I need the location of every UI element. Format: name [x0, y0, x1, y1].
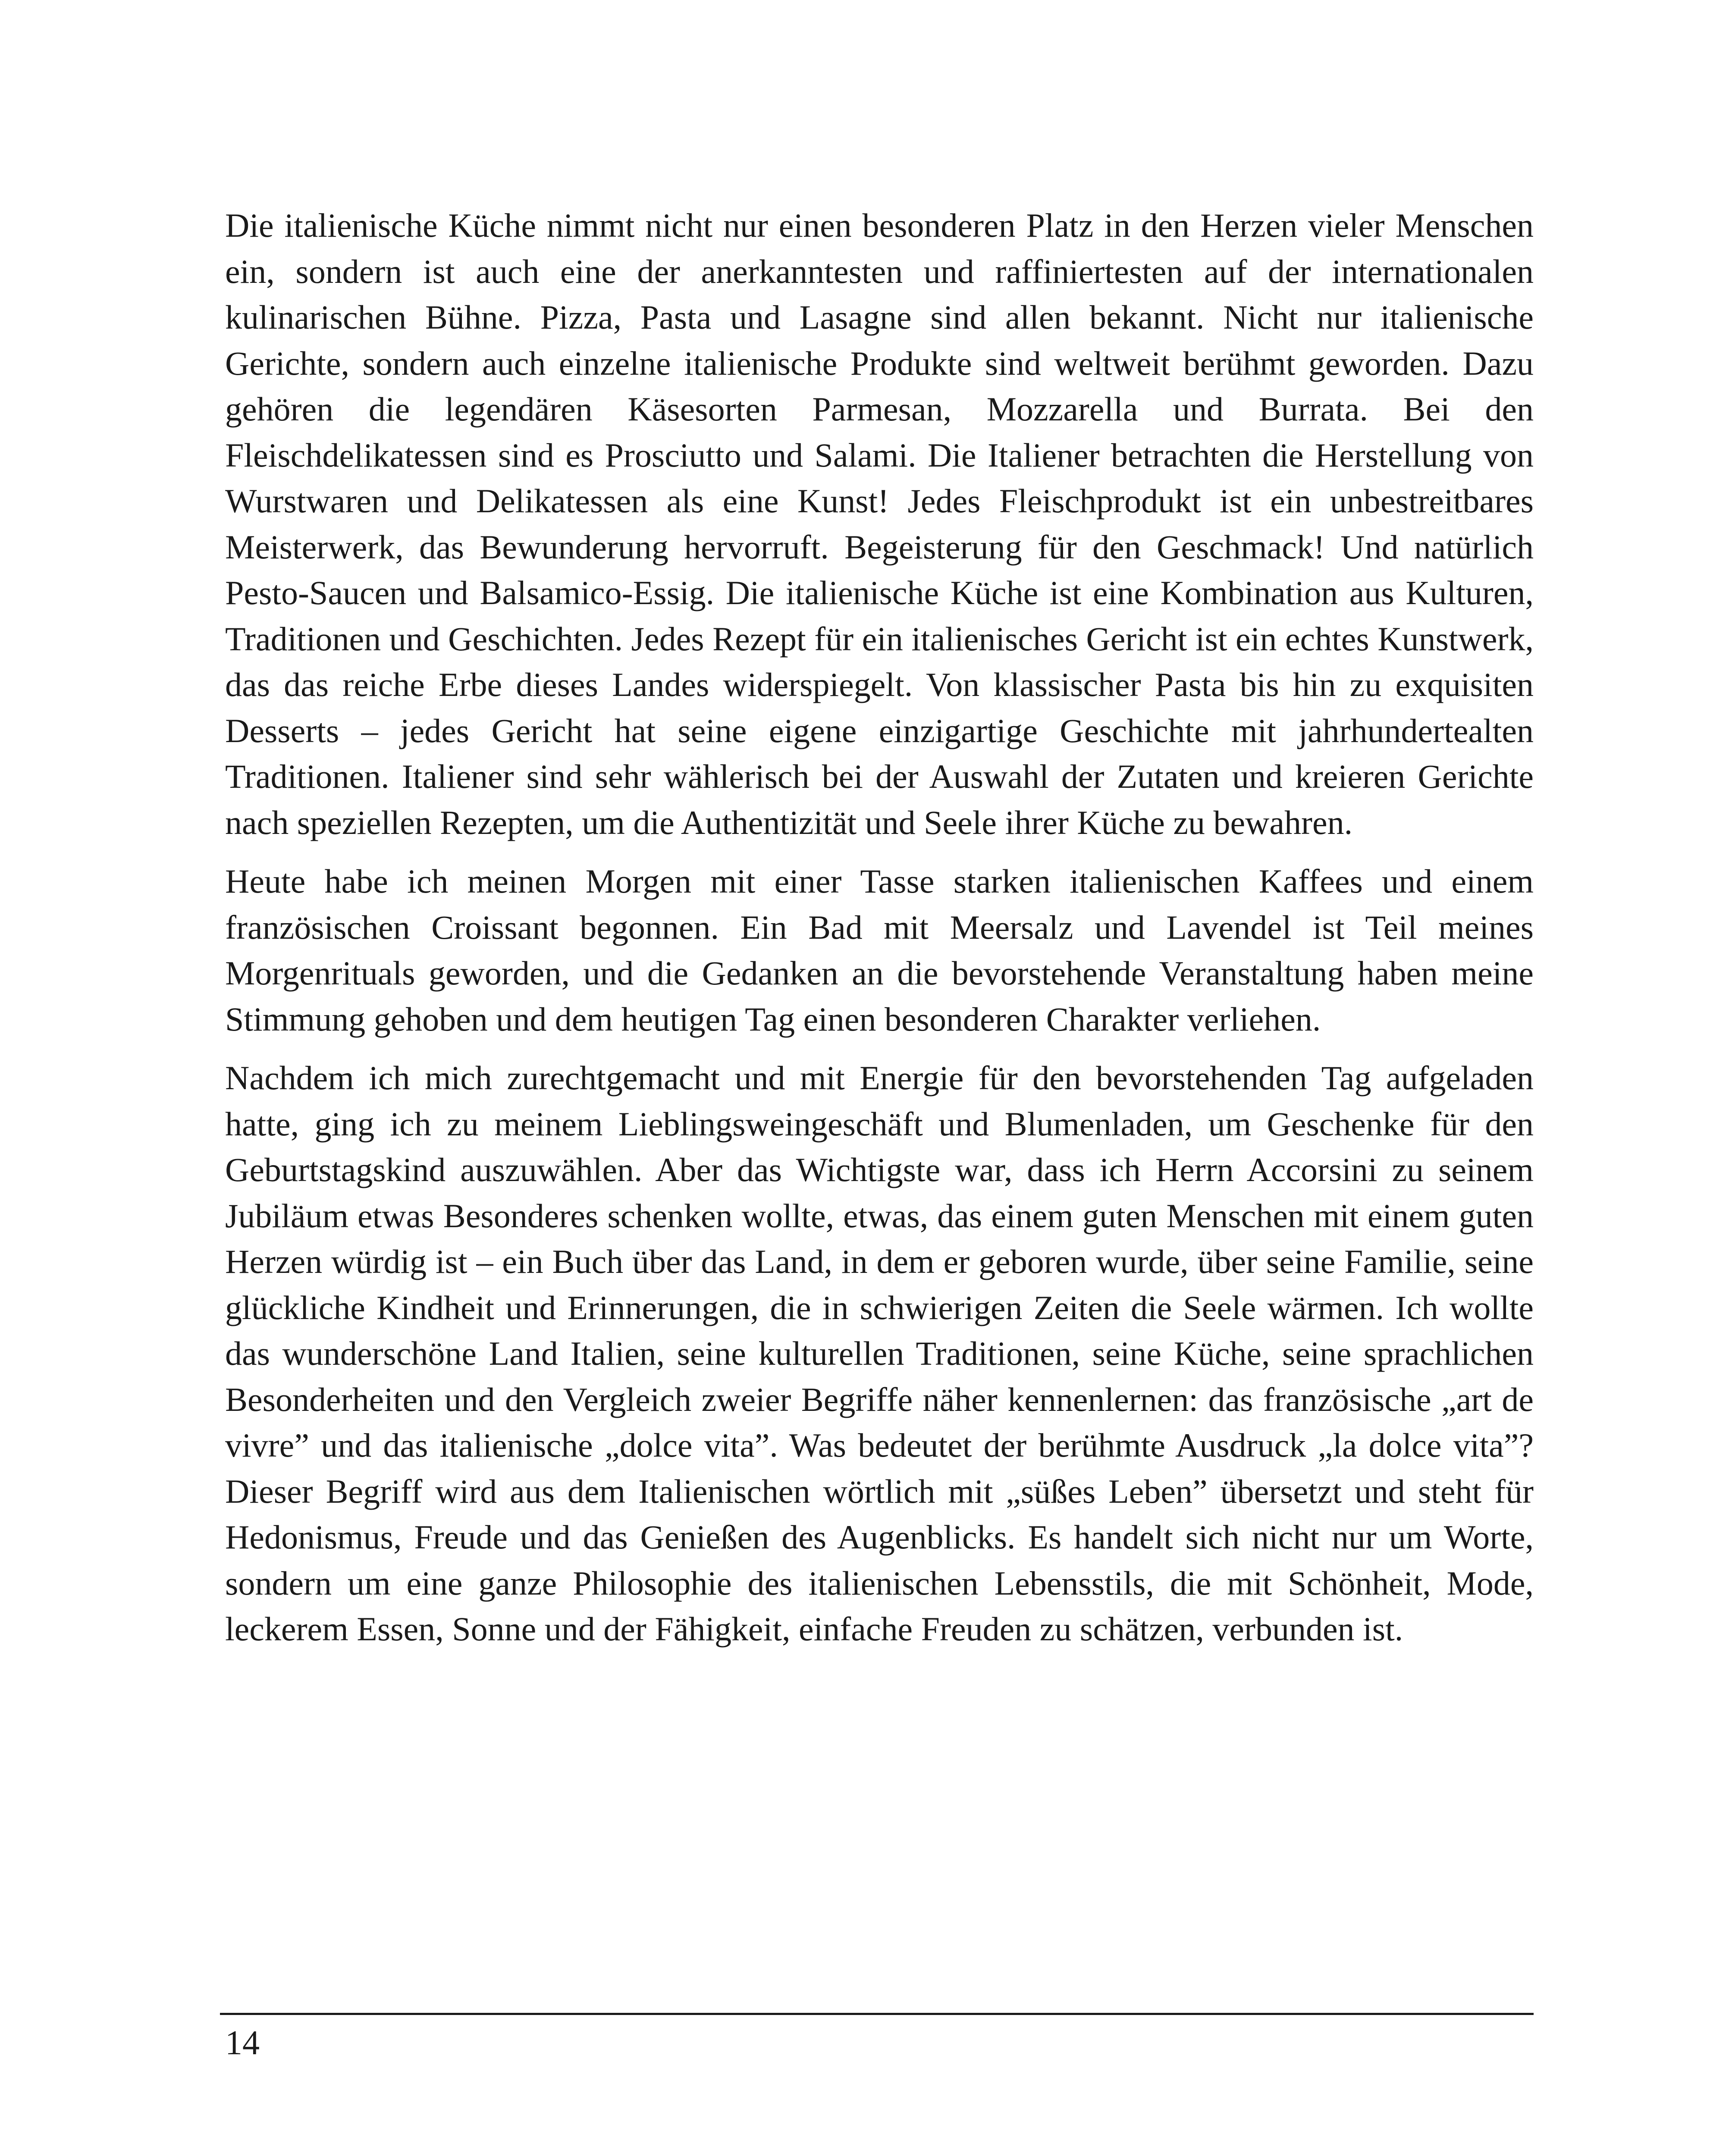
- body-text: [225, 203, 1534, 1652]
- footer-divider: [220, 2013, 1534, 2015]
- paragraph-dolce-vita: Nachdem ich mich zurechtgemacht und mit Energie für den bevorstehenden Tag aufgeladen hatte, ging ich zu meinem Lieblingsweingeschäft und Blumenladen, um Geschenke für den Geburtstagskind auszuwählen. Aber das Wichtigste war, dass ich Herrn Accorsini zu seinem Jubiläum etwas Besonderes schenken wollte, etwas, das einem guten Menschen mit einem guten Herzen würdig ist – ein Buch über das Land, in dem er geboren wurde, über seine Familie, seine glückliche Kindheit und Erinnerungen, die in schwierigen Zeiten die Seele wärmen. Ich wollte das wunderschöne Land Italien, seine kulturellen Traditionen, seine Küche, seine sprachlichen Besonderheiten und den Vergleich zweier Begriffe näher kennenlernen: das französische „art de vivre” und das italienische „dolce vita”. Was bedeutet der berühmte Ausdruck „la dolce vita”? Dieser Begriff wird aus dem Italienischen wörtlich mit „süßes Leben” übersetzt und steht für Hedonismus, Freude und das Genießen des Augenblicks. Es handelt sich nicht nur um Worte, sondern um eine ganze Philosophie des italienischen Lebensstils, die mit Schönheit, Mode, leckerem Essen, Sonne und der Fähigkeit, einfache Freuden zu schätzen, verbunden ist.: [225, 1059, 1534, 1648]
- paragraph-italian-cuisine: Die italienische Küche nimmt nicht nur einen besonderen Platz in den Herzen vieler Menschen ein, sondern ist auch eine der anerkanntesten und raffiniertesten auf der internationalen kulinarischen Bühne. Pizza, Pasta und Lasagne sind allen bekannt. Nicht nur italienische Gerichte, sondern auch einzelne italienische Produkte sind weltweit berühmt geworden. Dazu gehören die legendären Käsesorten Parmesan, Mozzarella und Burrata. Bei den Fleischdelikatessen sind es Prosciutto und Salami. Die Italiener betrachten die Herstellung von Wurstwaren und Delikatessen als eine Kunst! Jedes Fleischprodukt ist ein unbestreitbares Meisterwerk, das Bewunderung hervorruft. Begeisterung für den Geschmack! Und natürlich Pesto-Saucen und Balsamico-Essig. Die italienische Küche ist eine Kombination aus Kulturen, Traditionen und Geschichten. Jedes Rezept für ein italienisches Gericht ist ein echtes Kunstwerk, das das reiche Erbe dieses Landes widerspiegelt. Von klassischer Pasta bis hin zu exquisiten Desserts – jedes Gericht hat seine eigene einzigartige Geschichte mit jahrhundertealten Traditionen. Italiener sind sehr wählerisch bei der Auswahl der Zutaten und kreieren Gerichte nach speziellen Rezepten, um die Authentizität und Seele ihrer Küche zu bewahren.: [225, 207, 1534, 841]
- paragraph-morning-ritual: Heute habe ich meinen Morgen mit einer Tasse starken italienischen Kaffees und einem französischen Croissant begonnen. Ein Bad mit Meersalz und Lavendel ist Teil meines Morgenrituals geworden, und die Gedanken an die bevorstehende Veranstaltung haben meine Stimmung gehoben und dem heutigen Tag einen besonderen Charakter verliehen.: [225, 862, 1534, 1038]
- page-number: 14: [225, 2024, 260, 2062]
